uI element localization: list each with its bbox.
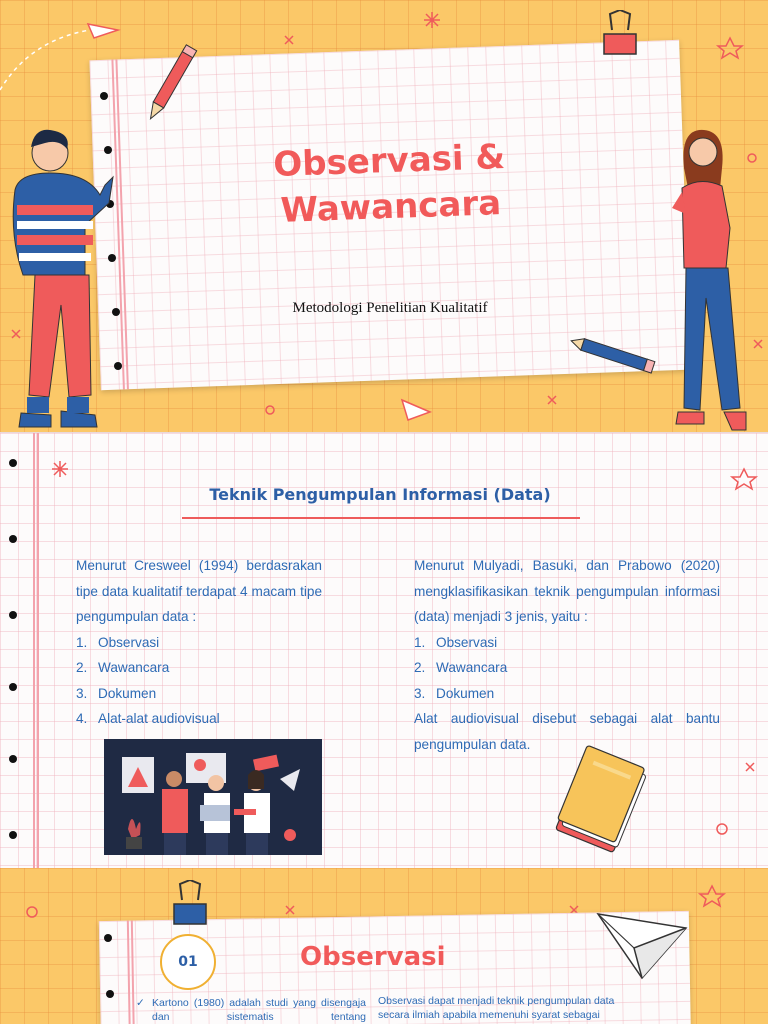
team-illustration [104, 739, 322, 855]
list-item [414, 655, 720, 681]
paper-plane-icon [594, 908, 694, 988]
left-intro: Menurut Cresweel (1994) berdasrakan tipe data kualitatif terdapat 4 macam tipe pengumpulan data : [76, 558, 322, 624]
x-icon-4 [548, 396, 556, 404]
main-title-line-2: Wawancara [279, 183, 502, 231]
list-number: 2. [76, 660, 88, 675]
section-title: Observasi [300, 942, 446, 972]
left-column [76, 553, 322, 732]
list-label: Dokumen [98, 685, 157, 701]
dashed-flight-path [0, 30, 90, 90]
title-slide [0, 0, 768, 432]
list-number: 3. [76, 685, 88, 701]
main-title [238, 133, 541, 235]
list-number: 4. [76, 711, 88, 726]
content-slide [0, 432, 768, 869]
list-label: Alat-alat audiovisual [98, 711, 220, 726]
x-icon [286, 906, 294, 914]
star-icon-2 [718, 38, 742, 58]
list-label: Wawancara [436, 660, 508, 675]
list-label: Wawancara [98, 660, 170, 675]
list-item [414, 630, 720, 656]
team-illustration-graphic [104, 739, 322, 855]
list-number: 2. [414, 660, 426, 675]
star-icon [424, 12, 440, 28]
list-item [76, 706, 322, 732]
paper-margin-line-2 [131, 921, 135, 1024]
star-icon-2 [732, 469, 756, 489]
right-column [414, 553, 720, 757]
star-icon [52, 461, 68, 477]
circle-icon [27, 907, 37, 917]
right-outro: Alat audiovisual disebut sebagai alat bantu pengumpulan data. [414, 711, 720, 752]
observasi-slide [0, 868, 768, 1024]
right-intro: Menurut Mulyadi, Basuki, dan Prabowo (2020) mengklasifikasikan teknik pengumpulan informasi (data) menjadi 3 jenis, yaitu : [414, 558, 720, 624]
right-text: Observasi dapat menjadi teknik pengumpulan data secara ilmiah apabila memenuhi syarat sebagai [378, 995, 615, 1021]
check-icon: ✓ [136, 997, 145, 1009]
list-label: Dokumen [436, 685, 495, 701]
list-number: 1. [414, 634, 426, 650]
left-bullet-text: Kartono (1980) adalah studi yang disengaja dan sistematis tentang [152, 997, 366, 1023]
list-number: 3. [414, 685, 426, 701]
binder-hole [100, 92, 108, 100]
girl-illustration [670, 128, 760, 432]
book-icon [548, 745, 658, 855]
paper-plane-icon [88, 24, 118, 38]
subtitle: Metodologi Penelitian Kualitatif [292, 300, 488, 316]
x-icon [746, 763, 754, 771]
section-title: Teknik Pengumpulan Informasi (Data) [209, 485, 551, 504]
list-item [76, 655, 322, 681]
left-bullet [136, 996, 366, 1024]
circle-icon [266, 406, 274, 414]
title-underline [182, 517, 580, 519]
x-icon [285, 36, 293, 44]
list-number: 1. [76, 634, 88, 650]
list-label: Observasi [98, 634, 160, 650]
binder-hole [104, 934, 112, 942]
main-title-line-1: Observasi & [272, 136, 506, 186]
binder-hole [106, 990, 114, 998]
paper-plane-icon-2 [402, 400, 430, 420]
binder-clip-icon [170, 880, 210, 930]
binder-clip-icon [600, 10, 640, 60]
pencil-icon-2 [565, 335, 665, 375]
list-item [414, 681, 720, 707]
list-label: Observasi [436, 634, 498, 650]
list-item [76, 630, 322, 656]
pencil-icon [140, 40, 200, 130]
list-item [76, 681, 322, 707]
section-number-badge: 01 [160, 934, 216, 990]
circle-icon [717, 824, 727, 834]
star-icon [700, 886, 724, 906]
boy-illustration [5, 125, 125, 432]
